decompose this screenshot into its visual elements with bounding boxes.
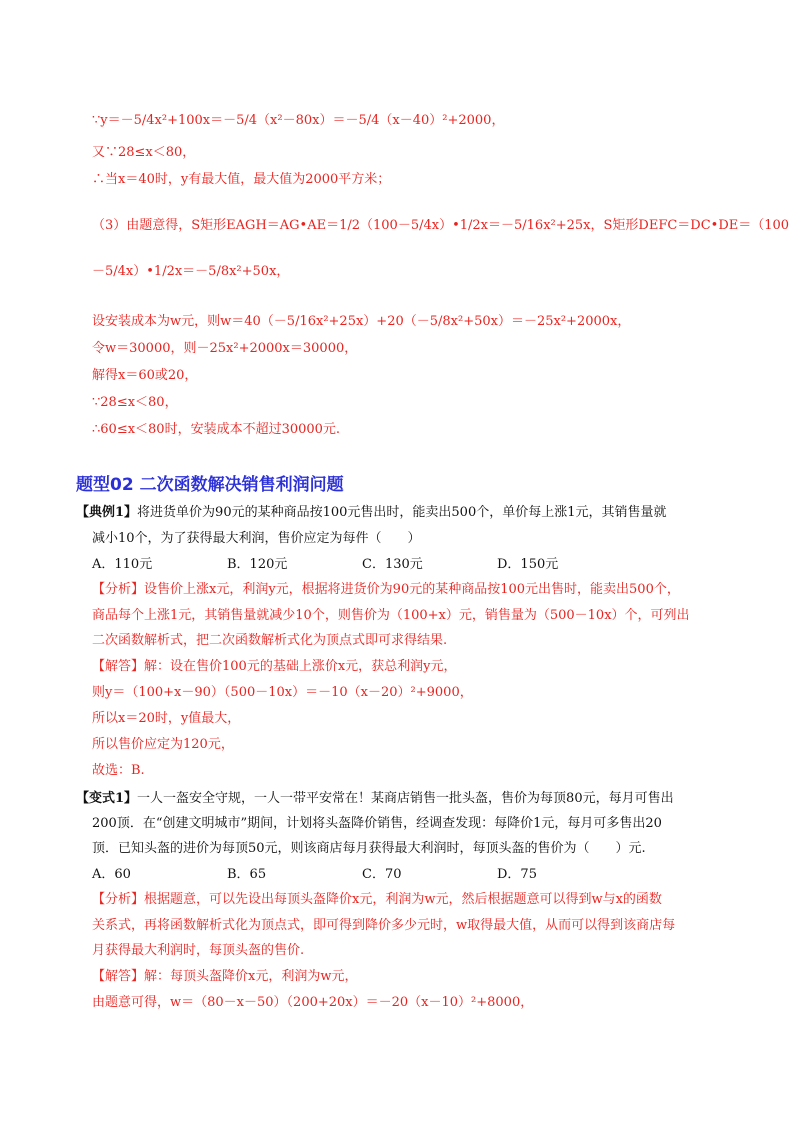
variant1-options <box>92 866 740 884</box>
example1-option-b: B．120元 <box>227 557 288 572</box>
solution-line-7: 令w＝30000，则－25x²+2000x＝30000， <box>92 341 358 356</box>
example1-analysis-line-1: 【分析】设售价上涨x元，利润y元，根据将进货价为90元的某种商品按100元出售时，能卖出500个， <box>92 582 680 597</box>
solution-line-1: ∵y＝－5/4x²+100x＝－5/4（x²－80x）＝－5/4（x－40）²+2000， <box>92 113 505 128</box>
example1-analysis-line-3: 二次函数解析式，把二次函数解析式化为顶点式即可求得结果. <box>92 633 448 648</box>
solution-line-10: ∴60≤x＜80时，安装成本不超过30000元. <box>92 422 341 437</box>
variant1-question-line-3: 顶．已知头盔的进价为每顶50元，则该商店每月获得最大利润时，每顶头盔的售价为（ ）元. <box>92 841 646 856</box>
variant1-question-text-1: 一人一盔安全守规，一人一带平安常在！某商店销售一批头盔，售价为每顶80元，每月可售出 <box>137 791 674 806</box>
example1-solution-line-4: 所以售价应定为120元， <box>92 737 234 752</box>
example1-option-a: A．110元 <box>92 557 153 572</box>
variant1-option-c: C．70 <box>362 867 402 882</box>
variant1-analysis-line-1: 【分析】根据题意，可以先设出每顶头盔降价x元，利润为w元，然后根据题意可以得到w与x的函数 <box>92 892 662 907</box>
example1-question-text-1: 将进货单价为90元的某种商品按100元售出时，能卖出500个，单价每上涨1元，其销售量就 <box>137 505 667 520</box>
example1-option-d: D．150元 <box>497 557 559 572</box>
variant1-solution-line-2: 由题意可得，w＝（80－x－50）（200+20x）＝－20（x－10）²+8000， <box>92 995 534 1010</box>
solution-line-6: 设安装成本为w元，则w＝40（－5/16x²+25x）+20（－5/8x²+50x）＝－25x²+2000x， <box>92 314 631 329</box>
variant1-option-a: A．60 <box>92 867 131 882</box>
solution-line-2: 又∵28≤x＜80， <box>92 145 196 160</box>
example1-option-c: C．130元 <box>362 557 423 572</box>
example1-question-line-2: 减小10个，为了获得最大利润，售价应定为每件（ ） <box>92 531 421 546</box>
variant1-option-d: D．75 <box>497 867 537 882</box>
section-heading: 题型02 二次函数解决销售利润问题 <box>76 475 344 495</box>
variant1-question-line-2: 200顶．在“创建文明城市”期间，计划将头盔降价销售，经调查发现：每降价1元，每月可多售出20 <box>92 816 662 831</box>
example1-solution-line-3: 所以x＝20时，y值最大， <box>92 711 241 726</box>
example1-analysis-line-2: 商品每个上涨1元，其销售量就减少10个，则售价为（100+x）元，销售量为（500－10x）个，可列出 <box>92 608 690 623</box>
solution-line-4: （3）由题意得，S矩形EAGH＝AG•AE＝1/2（100－5/4x）•1/2x＝－5/16x²+25x，S矩形DEFC＝DC•DE＝（100 <box>92 218 790 233</box>
variant1-question-line-1 <box>76 790 740 808</box>
solution-line-8: 解得x＝60或20， <box>92 368 198 383</box>
example1-solution-line-2: 则y＝（100+x－90）（500－10x）＝－10（x－20）²+9000， <box>92 685 473 700</box>
solution-line-3: ∴当x＝40时，y有最大值，最大值为2000平方米； <box>92 172 391 187</box>
example1-solution-line-5: 故选：B. <box>92 763 145 778</box>
example1-question-line-1 <box>76 504 740 522</box>
variant1-tag: 【变式1】 <box>76 791 138 806</box>
solution-line-5: －5/4x）•1/2x＝－5/8x²+50x， <box>92 264 290 279</box>
variant1-analysis-line-2: 关系式，再将函数解析式化为顶点式，即可得到降价多少元时，w取得最大值，从而可以得到该商店每 <box>92 918 676 933</box>
example1-options <box>92 556 740 574</box>
variant1-analysis-line-3: 月获得最大利润时，每顶头盔的售价. <box>92 943 305 958</box>
example1-solution-line-1: 【解答】解：设在售价100元的基础上涨价x元，获总利润y元， <box>92 659 457 674</box>
variant1-option-b: B．65 <box>227 867 267 882</box>
solution-line-9: ∵28≤x＜80， <box>92 395 178 410</box>
example1-tag: 【典例1】 <box>76 505 138 520</box>
variant1-solution-line-1: 【解答】解：每顶头盔降价x元，利润为w元， <box>92 969 358 984</box>
